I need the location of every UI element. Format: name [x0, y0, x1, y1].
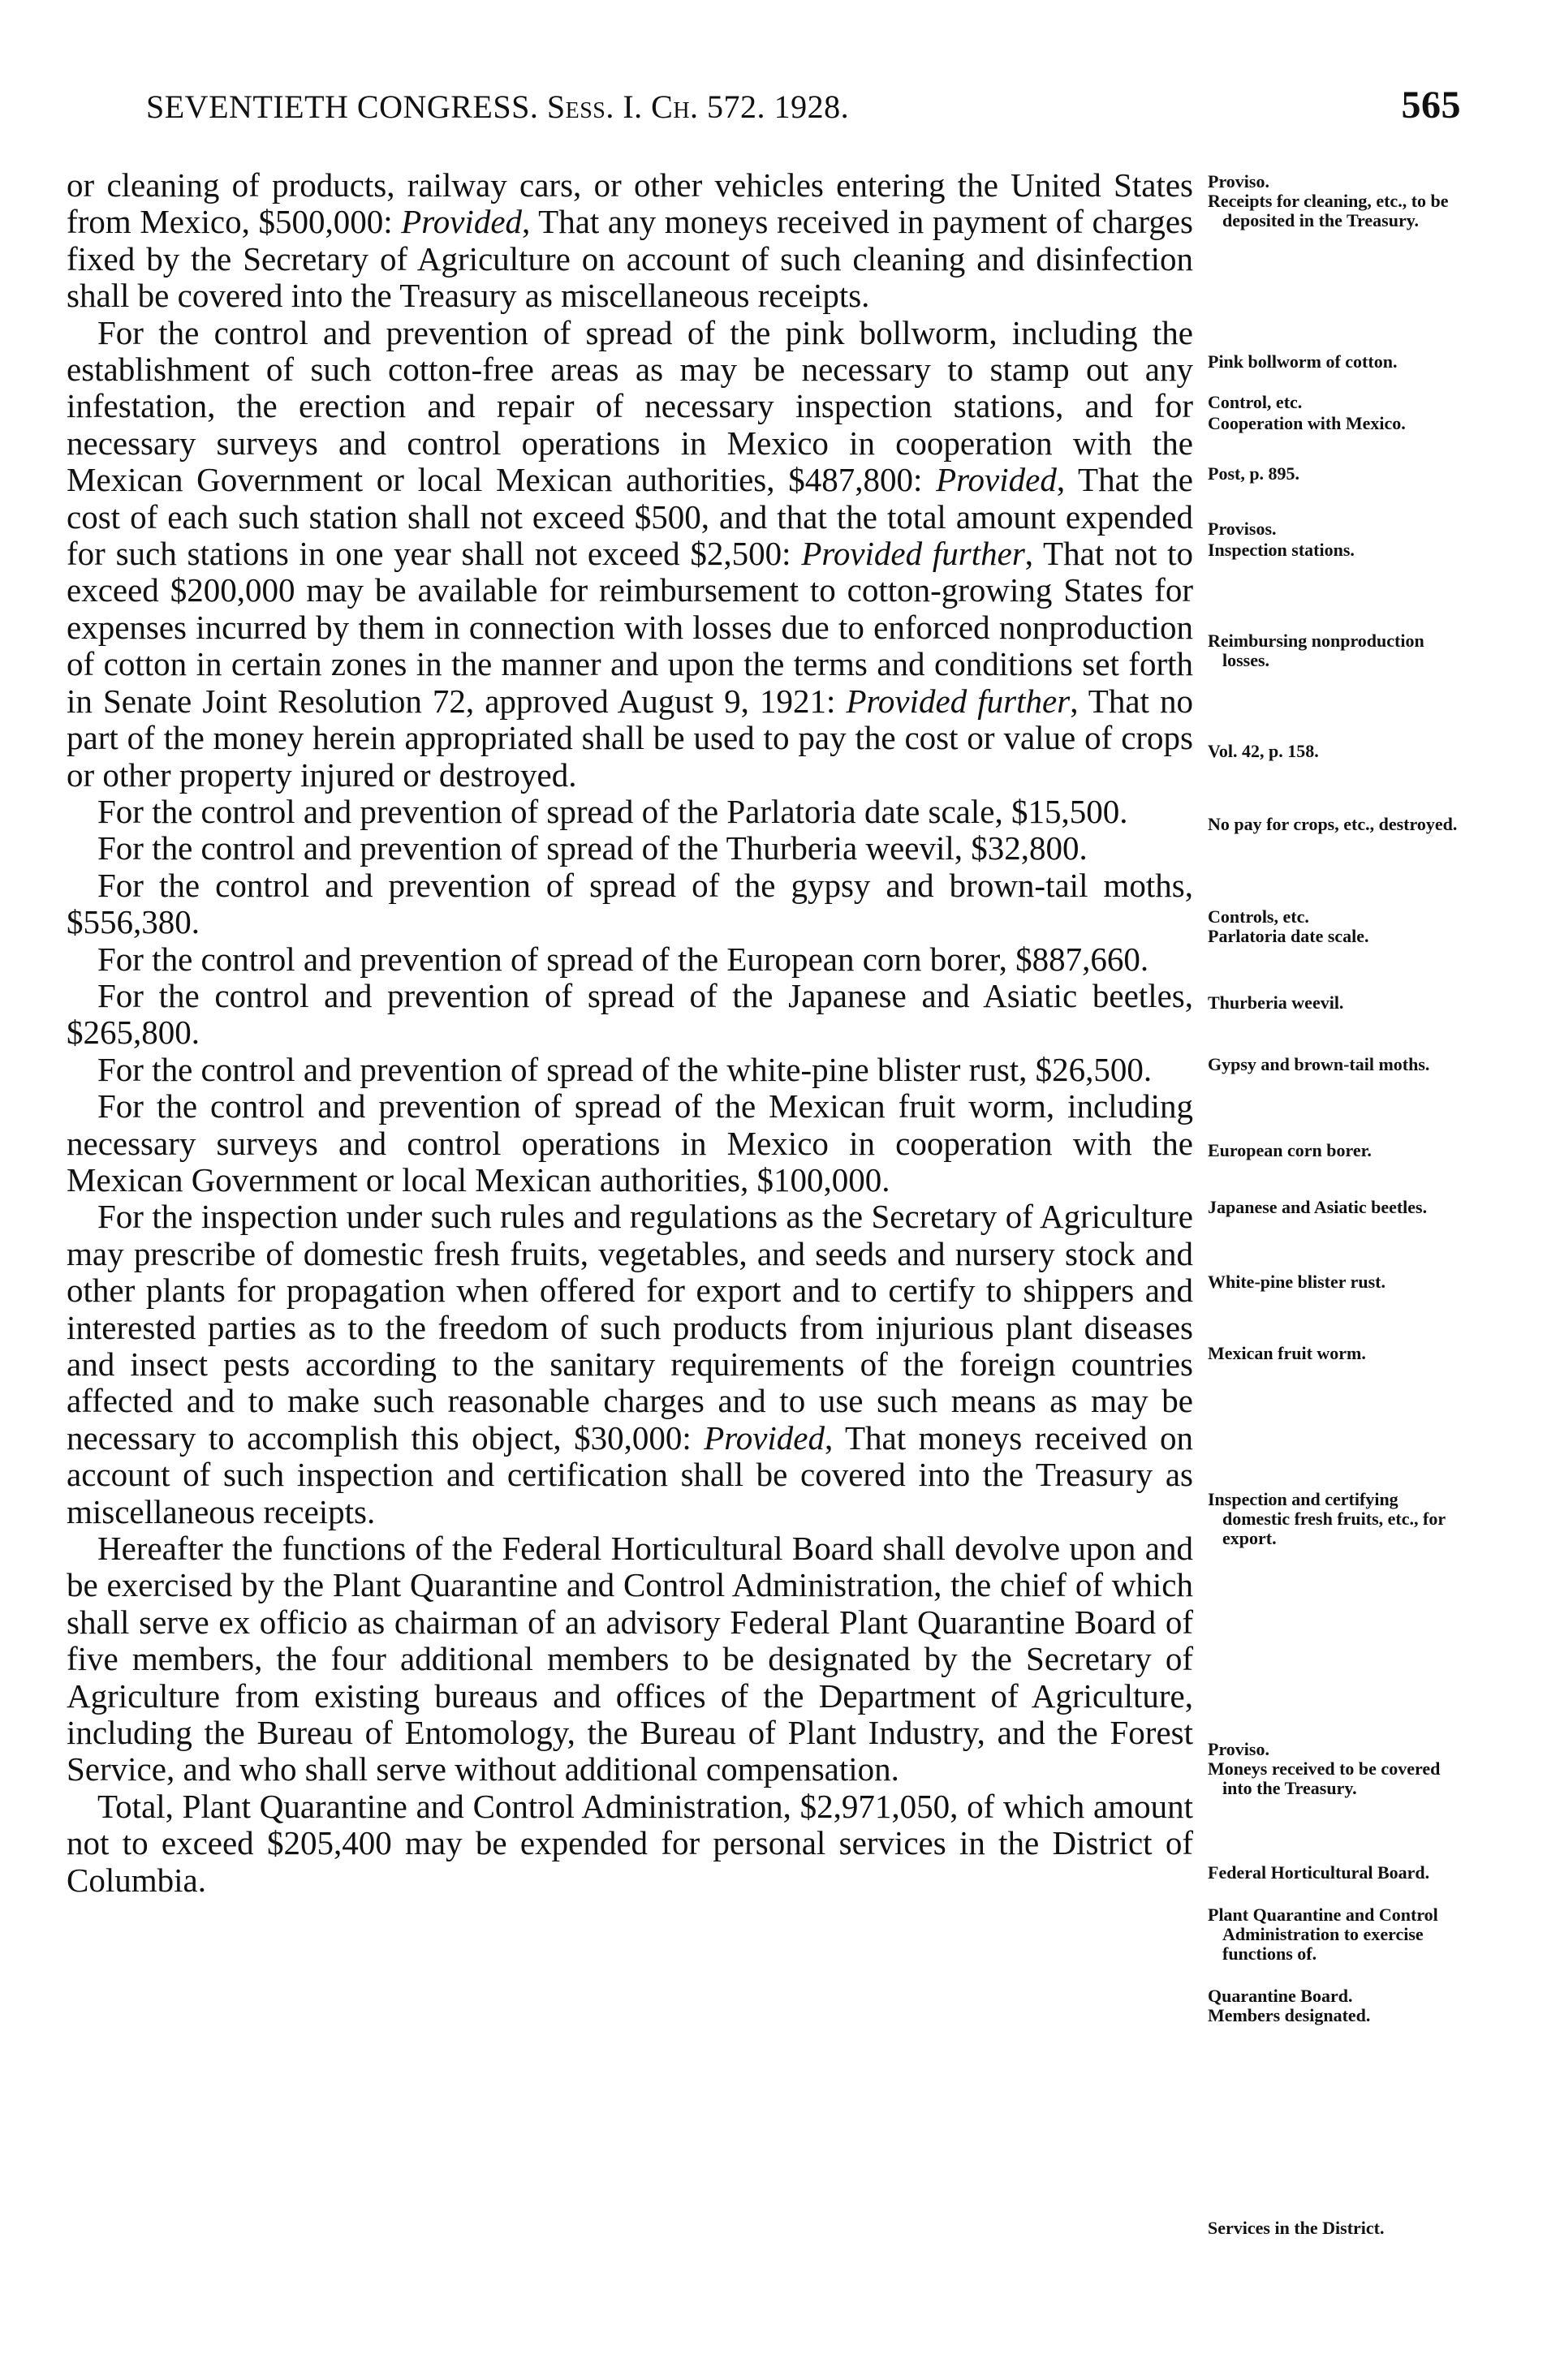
margin-note-proviso: Proviso. — [1208, 171, 1269, 192]
paragraph: For the control and prevention of spread of the gypsy and brown-tail moths, $556,380. — [67, 866, 1193, 941]
paragraph: Total, Plant Quarantine and Control Administration, $2,971,050, of which amount not to exceed $205,400 may be expended for personal services in the District of Columbia. — [67, 1787, 1193, 1899]
page-header — [146, 84, 1461, 136]
margin-note-inspection-certifying: Inspection and certifying domestic fresh fruits, etc., for export. — [1208, 1489, 1446, 1548]
year: 1928. — [774, 88, 850, 125]
paragraph: For the control and prevention of spread of the Parlatoria date scale, $15,500. — [97, 792, 1128, 830]
margin-note-european: European corn borer. — [1208, 1140, 1372, 1160]
margin-note-parlatoria: Parlatoria date scale. — [1208, 926, 1369, 946]
margin-note-proviso-2: Proviso. — [1208, 1739, 1269, 1759]
margin-note-receipts: Receipts for cleaning, etc., to be deposited in the Treasury. — [1208, 191, 1449, 230]
margin-note-post: Post, p. 895. — [1208, 463, 1300, 484]
margin-note-controls: Controls, etc. — [1208, 906, 1309, 927]
margin-note-moneys: Moneys received to be covered into the Treasury. — [1208, 1758, 1441, 1798]
margin-note-services: Services in the District. — [1208, 2218, 1385, 2238]
margin-note-quarantine-board: Quarantine Board. — [1208, 1986, 1353, 2006]
paragraph: For the control and prevention of spread of the European corn borer, $887,660. — [97, 940, 1149, 978]
paragraph: or cleaning of products, railway cars, or other vehicles entering the United States from Mexico, $500,000: Provided, That any moneys received in payment of charges fixed by the Secretary of Agriculture on account of such cleaning and disinfection shall be covered into the Treasury as miscellaneous receipts. — [67, 166, 1193, 315]
running-head — [146, 88, 849, 126]
margin-note-reimbursing: Reimbursing nonproduction losses. — [1208, 631, 1424, 670]
paragraph: For the control and prevention of spread of the Thurberia weevil, $32,800. — [97, 829, 1088, 867]
margin-note-control: Control, etc. — [1208, 392, 1303, 412]
margin-note-cooperation: Cooperation with Mexico. — [1208, 413, 1406, 433]
margin-note-vol: Vol. 42, p. 158. — [1208, 741, 1319, 761]
margin-note-provisos: Provisos. — [1208, 519, 1277, 539]
margin-note-no-pay: No pay for crops, etc., destroyed. — [1208, 814, 1458, 834]
paragraph: For the inspection under such rules and regulations as the Secretary of Agriculture may prescribe of domestic fresh fruits, vegetables, and seeds and nursery stock and other plants for propagation when offered for export and to certify to shippers and interested parties as to the freedom of such products from injurious plant diseases and insect pests according to the sanitary requirements of the foreign countries affected and to make such reasonable charges and to use such means as may be necessary to accomplish this object, $30,000: Provided, That moneys received on account of such inspection and certification shall be covered into the Treasury as miscellaneous receipts. — [67, 1198, 1193, 1530]
margin-note-inspection: Inspection stations. — [1208, 540, 1355, 560]
margin-note-mexican-fruit: Mexican fruit worm. — [1208, 1343, 1366, 1363]
paragraph: For the control and prevention of spread of the Mexican fruit worm, including necessary surveys and control operations in Mexico in cooperation with the Mexican Government or local Mexican authorities, $100,000. — [67, 1087, 1193, 1199]
margin-note-thurberia: Thurberia weevil. — [1208, 992, 1344, 1013]
session-chapter: Sess. I. Ch. 572. — [546, 88, 774, 125]
paragraph: For the control and prevention of spread of the Japanese and Asiatic beetles, $265,800. — [67, 976, 1193, 1052]
paragraph: Hereafter the functions of the Federal Horticultural Board shall devolve upon and be exercised by the Plant Quarantine and Control Administration, the chief of which shall serve ex officio as chairman of an advisory Federal Plant Quarantine Board of five members, the four additional members to be designated by the Secretary of Agriculture from existing bureaus and offices of the Department of Agriculture, including the Bureau of Entomology, the Bureau of Plant Industry, and the Forest Service, and who shall serve without additional compensation. — [67, 1530, 1193, 1788]
paragraph: For the control and prevention of spread of the pink bollworm, including the establishment of such cotton-free areas as may be necessary to stamp out any infestation, the erection and repair of necessary inspection stations, and for necessary surveys and control operations in Mexico in cooperation with the Mexican Government or local Mexican authorities, $487,800: Provided, That the cost of each such station shall not exceed $500, and that the total amount expended for such stations in one year shall not exceed $2,500: Provided further, That not to exceed $200,000 may be available for reimbursement to cotton-growing States for expenses incurred by them in connection with losses due to enforced nonproduction of cotton in certain zones in the manner and upon the terms and conditions set forth in Senate Joint Resolution 72, approved August 9, 1921: Provided further, That no part of the money herein appropriated shall be used to pay the cost or value of crops or other property injured or destroyed. — [67, 313, 1194, 794]
body-text — [67, 167, 1193, 1899]
paragraph: For the control and prevention of spread of the white-pine blister rust, $26,500. — [97, 1050, 1153, 1088]
margin-note-gypsy: Gypsy and brown-tail moths. — [1208, 1054, 1430, 1074]
margin-note-japanese: Japanese and Asiatic beetles. — [1208, 1197, 1428, 1217]
margin-note-pqca: Plant Quarantine and Control Administration to exercise functions of. — [1208, 1904, 1438, 1964]
margin-note-members: Members designated. — [1208, 2005, 1371, 2025]
margin-note-white-pine: White-pine blister rust. — [1208, 1272, 1385, 1292]
congress-title: SEVENTIETH CONGRESS. — [146, 88, 547, 125]
page-number: 565 — [1401, 84, 1461, 127]
margin-note-pink-bollworm: Pink bollworm of cotton. — [1208, 351, 1398, 372]
margin-note-fhb: Federal Horticultural Board. — [1208, 1862, 1430, 1883]
